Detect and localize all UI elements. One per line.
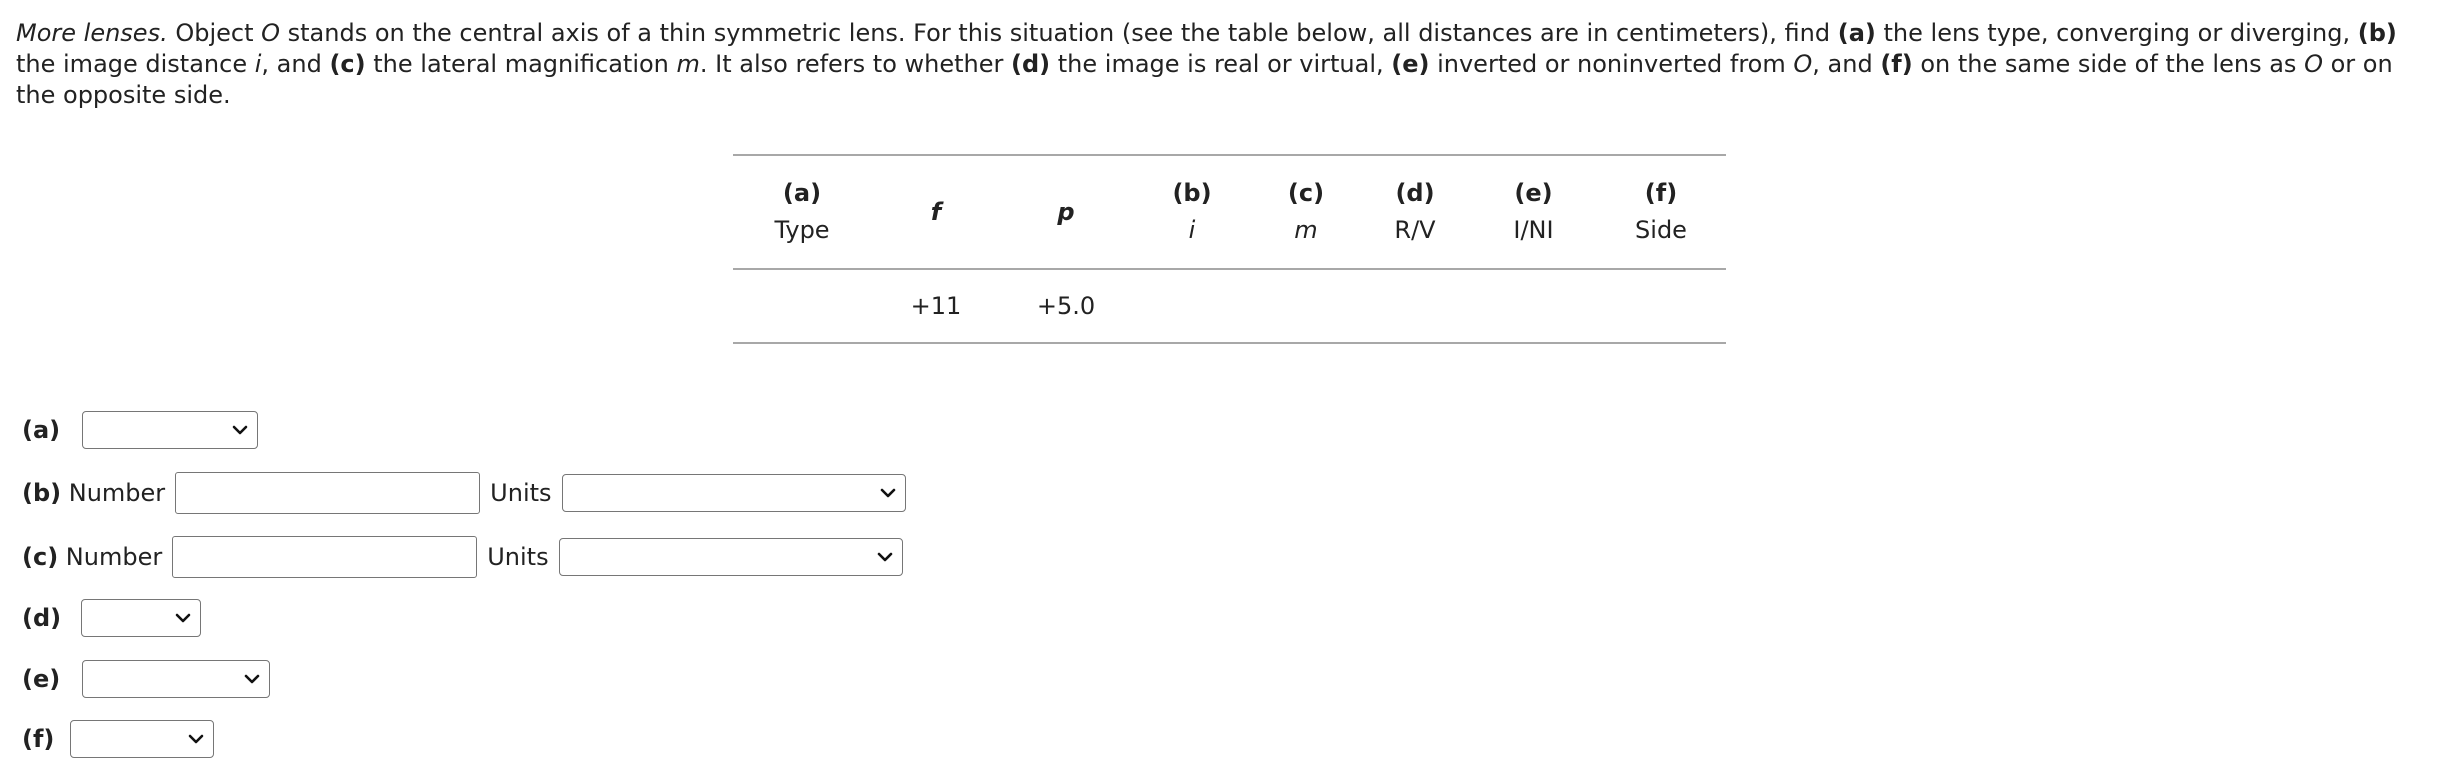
units-label-c: Units	[487, 543, 549, 571]
cell-type	[733, 269, 871, 343]
problem-text: stands on the central axis of a thin symmetric lens. For this situation (see the table below, all distances are in centimeters), find	[280, 19, 1838, 47]
answer-row-b	[22, 472, 906, 514]
side-select[interactable]	[70, 720, 214, 758]
part-a-label: (a)	[22, 416, 61, 444]
cell-ini	[1471, 269, 1596, 343]
cell-p: +5.0	[1036, 292, 1096, 320]
chevron-down-icon	[174, 609, 192, 627]
header-ini: (e) I/NI	[1513, 179, 1554, 244]
object-symbol: O	[1793, 50, 1813, 78]
part-b-label: (b) Number	[22, 479, 166, 507]
header-m: (c) m	[1287, 179, 1325, 244]
magnification-units-select[interactable]	[559, 538, 903, 576]
problem-title: More lenses.	[16, 19, 168, 47]
header-type: (a) Type	[774, 179, 830, 244]
lens-data-table	[733, 154, 1726, 344]
part-e-label: (e)	[22, 665, 61, 693]
part-d-label: (d)	[22, 604, 62, 632]
problem-text: . It also refers to whether	[699, 50, 1012, 78]
problem-text: Object	[167, 19, 262, 47]
magnification-symbol: m	[676, 50, 700, 78]
image-distance-units-select[interactable]	[562, 474, 906, 512]
inverted-select[interactable]	[82, 660, 270, 698]
cell-side	[1596, 269, 1726, 343]
problem-statement	[16, 18, 2426, 111]
part-a-ref: (a)	[1837, 19, 1876, 47]
part-e-ref: (e)	[1391, 50, 1430, 78]
chevron-down-icon	[243, 670, 261, 688]
chevron-down-icon	[876, 548, 894, 566]
cell-m	[1253, 269, 1359, 343]
header-side: (f) Side	[1635, 179, 1687, 244]
answer-row-c	[22, 536, 903, 578]
cell-i	[1131, 269, 1253, 343]
object-symbol: O	[2304, 50, 2323, 78]
problem-text: or on the opposite side.	[16, 50, 2393, 109]
answer-row-f	[22, 720, 214, 758]
problem-text: on the same side of the lens as	[1912, 50, 2305, 78]
table-header-row	[733, 155, 1726, 269]
magnification-input[interactable]	[172, 536, 477, 578]
problem-text: the lateral magnification	[365, 50, 677, 78]
part-d-ref: (d)	[1011, 50, 1051, 78]
real-virtual-select[interactable]	[81, 599, 201, 637]
cell-f: +11	[910, 292, 962, 320]
part-f-label: (f)	[22, 725, 55, 753]
image-distance-input[interactable]	[175, 472, 480, 514]
problem-text: the lens type, converging or diverging,	[1875, 19, 2358, 47]
lens-data-table-wrapper	[733, 154, 1726, 344]
table-row	[733, 269, 1726, 343]
part-f-ref: (f)	[1880, 50, 1913, 78]
header-rv: (d) R/V	[1394, 179, 1436, 244]
part-c-ref: (c)	[329, 50, 366, 78]
chevron-down-icon	[879, 484, 897, 502]
part-b-ref: (b)	[2357, 19, 2397, 47]
type-select[interactable]	[82, 411, 258, 449]
answer-row-e	[22, 660, 270, 698]
header-f: f	[930, 197, 942, 226]
image-distance-symbol: i	[254, 50, 262, 78]
header-i: (b) i	[1172, 179, 1212, 244]
chevron-down-icon	[231, 421, 249, 439]
chevron-down-icon	[187, 730, 205, 748]
units-label-b: Units	[490, 479, 552, 507]
header-p: p	[1057, 197, 1075, 226]
cell-rv	[1359, 269, 1471, 343]
answer-row-d	[22, 599, 201, 637]
answer-row-a	[22, 411, 258, 449]
problem-text: the image distance	[16, 50, 255, 78]
problem-text: inverted or noninverted from	[1429, 50, 1794, 78]
problem-text: , and	[1812, 50, 1881, 78]
problem-text: , and	[261, 50, 330, 78]
problem-text: the image is real or virtual,	[1050, 50, 1392, 78]
part-c-label: (c) Number	[22, 543, 163, 571]
object-symbol: O	[261, 19, 281, 47]
